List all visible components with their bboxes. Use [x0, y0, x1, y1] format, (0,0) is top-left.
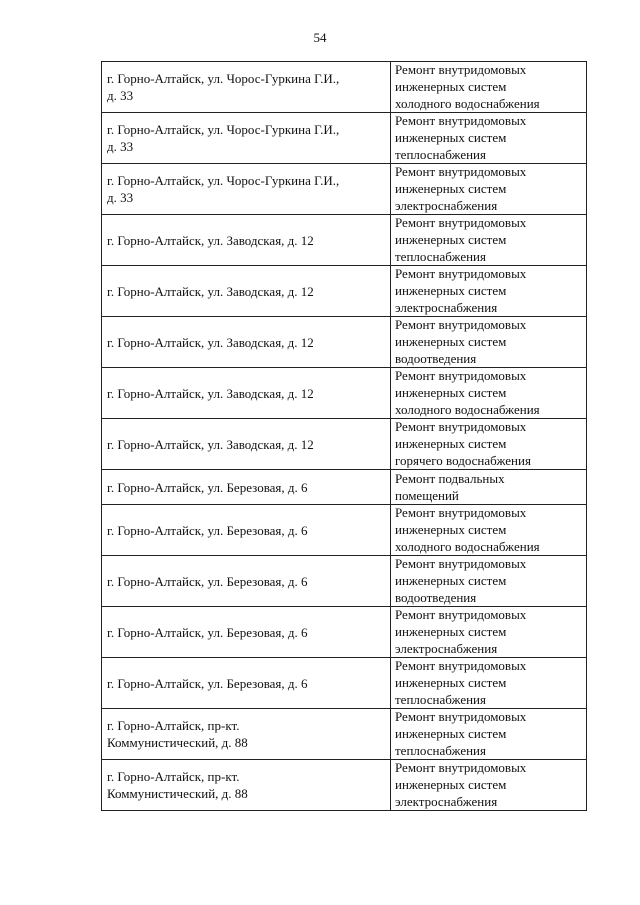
work-type-line: инженерных систем: [395, 334, 507, 349]
work-type-cell: [391, 317, 587, 368]
work-type-line: теплоснабжения: [395, 249, 486, 264]
work-type-line: электроснабжения: [395, 300, 498, 315]
work-type-line: теплоснабжения: [395, 147, 486, 162]
work-type-line: Ремонт внутридомовых: [395, 113, 527, 128]
work-type-line: горячего водоснабжения: [395, 453, 531, 468]
work-type-cell: [391, 607, 587, 658]
work-type-line: холодного водоснабжения: [395, 96, 540, 111]
work-type-line: инженерных систем: [395, 624, 507, 639]
work-type-line: Ремонт внутридомовых: [395, 607, 527, 622]
table-row: [102, 317, 587, 368]
address-cell: [102, 556, 391, 607]
address-line: д. 33: [107, 88, 134, 103]
address-cell: [102, 760, 391, 811]
work-type-cell: [391, 113, 587, 164]
work-type-text: [395, 266, 582, 317]
work-type-cell: [391, 164, 587, 215]
address-cell: [102, 215, 391, 266]
address-cell: [102, 368, 391, 419]
work-type-line: электроснабжения: [395, 198, 498, 213]
address-line: г. Горно-Алтайск, пр-кт.: [107, 718, 240, 733]
table-row: [102, 164, 587, 215]
work-type-line: инженерных систем: [395, 436, 507, 451]
address-line: г. Горно-Алтайск, ул. Березовая, д. 6: [107, 624, 308, 640]
work-type-line: водоотведения: [395, 590, 477, 605]
table-row: [102, 368, 587, 419]
work-type-line: электроснабжения: [395, 641, 498, 656]
work-type-text: [395, 368, 582, 419]
table-row: [102, 113, 587, 164]
address-cell: [102, 470, 391, 505]
repair-works-table-body: [102, 62, 587, 811]
work-type-line: Ремонт внутридомовых: [395, 368, 527, 383]
work-type-line: холодного водоснабжения: [395, 402, 540, 417]
work-type-line: Ремонт внутридомовых: [395, 658, 527, 673]
work-type-line: теплоснабжения: [395, 692, 486, 707]
address-line: Коммунистический, д. 88: [107, 786, 248, 801]
work-type-line: Ремонт внутридомовых: [395, 62, 527, 77]
table-row: [102, 709, 587, 760]
work-type-text: [395, 556, 582, 607]
address-line: г. Горно-Алтайск, ул. Березовая, д. 6: [107, 479, 308, 495]
repair-works-table: [101, 61, 587, 811]
work-type-cell: [391, 760, 587, 811]
work-type-line: инженерных систем: [395, 573, 507, 588]
address-cell: [102, 709, 391, 760]
address-line: д. 33: [107, 190, 134, 205]
work-type-line: Ремонт внутридомовых: [395, 760, 527, 775]
address-line: г. Горно-Алтайск, ул. Чорос-Гуркина Г.И.,: [107, 173, 340, 188]
work-type-line: Ремонт внутридомовых: [395, 505, 527, 520]
work-type-line: инженерных систем: [395, 675, 507, 690]
address-cell: [102, 505, 391, 556]
work-type-line: инженерных систем: [395, 181, 507, 196]
work-type-line: инженерных систем: [395, 130, 507, 145]
work-type-text: [395, 470, 582, 504]
work-type-line: электроснабжения: [395, 794, 498, 809]
work-type-line: Ремонт внутридомовых: [395, 164, 527, 179]
table-row: [102, 505, 587, 556]
work-type-line: инженерных систем: [395, 726, 507, 741]
work-type-cell: [391, 419, 587, 470]
table-row: [102, 419, 587, 470]
address-cell: [102, 658, 391, 709]
work-type-line: Ремонт подвальных: [395, 470, 505, 486]
table-row: [102, 556, 587, 607]
work-type-line: инженерных систем: [395, 777, 507, 792]
address-line: г. Горно-Алтайск, ул. Заводская, д. 12: [107, 283, 314, 299]
work-type-cell: [391, 368, 587, 419]
address-line: г. Горно-Алтайск, ул. Заводская, д. 12: [107, 436, 314, 452]
address-cell: [102, 317, 391, 368]
address-line: г. Горно-Алтайск, пр-кт.: [107, 769, 240, 784]
work-type-text: [395, 505, 582, 556]
work-type-text: [395, 709, 582, 760]
work-type-line: теплоснабжения: [395, 743, 486, 758]
work-type-line: водоотведения: [395, 351, 477, 366]
work-type-cell: [391, 505, 587, 556]
work-type-line: помещений: [395, 487, 459, 503]
work-type-cell: [391, 709, 587, 760]
address-line: г. Горно-Алтайск, ул. Чорос-Гуркина Г.И.,: [107, 71, 340, 86]
work-type-line: Ремонт внутридомовых: [395, 709, 527, 724]
work-type-cell: [391, 470, 587, 505]
table-row: [102, 658, 587, 709]
address-line: г. Горно-Алтайск, ул. Березовая, д. 6: [107, 675, 308, 691]
work-type-text: [395, 607, 582, 658]
work-type-line: инженерных систем: [395, 522, 507, 537]
table-row: [102, 266, 587, 317]
work-type-line: инженерных систем: [395, 232, 507, 247]
work-type-text: [395, 113, 582, 164]
work-type-line: Ремонт внутридомовых: [395, 266, 527, 281]
work-type-text: [395, 62, 582, 113]
address-line: г. Горно-Алтайск, ул. Заводская, д. 12: [107, 232, 314, 248]
address-line: Коммунистический, д. 88: [107, 735, 248, 750]
table-row: [102, 607, 587, 658]
work-type-text: [395, 658, 582, 709]
work-type-line: холодного водоснабжения: [395, 539, 540, 554]
work-type-line: Ремонт внутридомовых: [395, 215, 527, 230]
work-type-line: инженерных систем: [395, 283, 507, 298]
address-line: г. Горно-Алтайск, ул. Березовая, д. 6: [107, 522, 308, 538]
work-type-cell: [391, 658, 587, 709]
address-cell: [102, 113, 391, 164]
work-type-cell: [391, 266, 587, 317]
address-cell: [102, 266, 391, 317]
address-line: г. Горно-Алтайск, ул. Чорос-Гуркина Г.И.,: [107, 122, 340, 137]
address-cell: [102, 164, 391, 215]
work-type-text: [395, 419, 582, 470]
work-type-cell: [391, 556, 587, 607]
work-type-cell: [391, 215, 587, 266]
table-row: [102, 215, 587, 266]
work-type-line: Ремонт внутридомовых: [395, 317, 527, 332]
work-type-line: Ремонт внутридомовых: [395, 419, 527, 434]
address-line: г. Горно-Алтайск, ул. Заводская, д. 12: [107, 334, 314, 350]
address-line: г. Горно-Алтайск, ул. Заводская, д. 12: [107, 385, 314, 401]
address-cell: [102, 419, 391, 470]
page-number: 54: [313, 30, 327, 45]
table-row: [102, 62, 587, 113]
table-row: [102, 760, 587, 811]
work-type-line: Ремонт внутридомовых: [395, 556, 527, 571]
work-type-text: [395, 317, 582, 368]
address-cell: [102, 62, 391, 113]
address-line: г. Горно-Алтайск, ул. Березовая, д. 6: [107, 573, 308, 589]
work-type-line: инженерных систем: [395, 79, 507, 94]
table-row: [102, 470, 587, 505]
work-type-cell: [391, 62, 587, 113]
address-line: д. 33: [107, 139, 134, 154]
work-type-text: [395, 760, 582, 811]
address-cell: [102, 607, 391, 658]
work-type-text: [395, 164, 582, 215]
work-type-text: [395, 215, 582, 266]
work-type-line: инженерных систем: [395, 385, 507, 400]
